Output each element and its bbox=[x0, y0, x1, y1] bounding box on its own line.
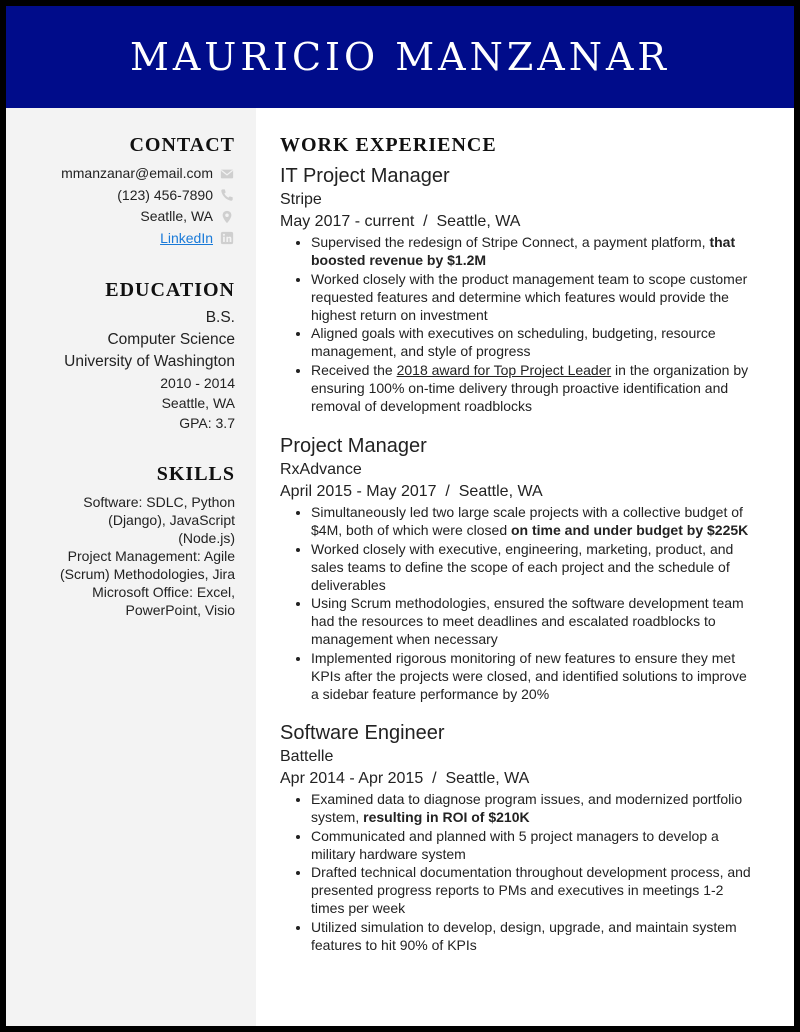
job-bullet: • Aligned goals with executives on scheduling, budgeting, resource management, and style of progress bbox=[311, 324, 754, 360]
job-bullet: • Simultaneously led two large scale projects with a collective budget of $4M, both of which were closed on time and under budget by $225K bbox=[311, 503, 754, 539]
contact-heading: CONTACT bbox=[129, 134, 235, 156]
job-dates-location: May 2017 - current / Seattle, WA bbox=[280, 213, 521, 230]
envelope-icon bbox=[219, 166, 235, 182]
job-title: IT Project Manager bbox=[280, 165, 450, 187]
sidebar bbox=[6, 108, 256, 1026]
main-content bbox=[280, 108, 794, 1026]
job-title: Software Engineer bbox=[280, 722, 445, 744]
phone-icon bbox=[219, 187, 235, 203]
education-heading: EDUCATION bbox=[105, 279, 235, 301]
skill-item: Project Management: Agile (Scrum) Methodologies, Jira bbox=[59, 548, 235, 582]
map-pin-icon bbox=[219, 209, 235, 225]
job-bullet: • Worked closely with the product management team to scope customer requested features and determine which features would provide the highest return on investment bbox=[311, 270, 754, 324]
header-banner bbox=[6, 6, 794, 108]
education-degree: B.S. bbox=[205, 309, 235, 326]
education-gpa: GPA: 3.7 bbox=[179, 415, 235, 431]
job-company: Battelle bbox=[280, 748, 334, 765]
job-bullets bbox=[280, 233, 754, 415]
contact-location bbox=[6, 206, 235, 228]
candidate-name: MAURICIO MANZANAR bbox=[129, 35, 671, 79]
linkedin-link[interactable]: LinkedIn bbox=[160, 229, 213, 246]
contact-linkedin[interactable] bbox=[6, 228, 235, 250]
job-bullet: • Worked closely with executive, engineering, marketing, product, and sales teams to define the scope of each project and the schedule of deliverables bbox=[311, 540, 754, 594]
phone-text: (123) 456-7890 bbox=[117, 186, 213, 203]
education-years: 2010 - 2014 bbox=[160, 375, 235, 391]
job-entry bbox=[280, 720, 754, 954]
education-school: University of Washington bbox=[64, 353, 235, 370]
job-entry bbox=[280, 433, 754, 703]
skill-item: Software: SDLC, Python (Django), JavaScript (Node.js) bbox=[83, 494, 235, 546]
education-major: Computer Science bbox=[107, 331, 235, 348]
job-dates-location: April 2015 - May 2017 / Seattle, WA bbox=[280, 483, 543, 500]
job-bullet: • Supervised the redesign of Stripe Connect, a payment platform, that boosted revenue by $1.2M bbox=[311, 233, 754, 269]
job-bullet: • Implemented rigorous monitoring of new features to ensure they met KPIs after the projects were closed, and identified solutions to improve a sidebar feature performance by 20% bbox=[311, 649, 754, 703]
job-bullet: • Using Scrum methodologies, ensured the software development team had the resources to meet deadlines and escalated roadblocks to management when necessary bbox=[311, 594, 754, 648]
job-company: RxAdvance bbox=[280, 461, 362, 478]
contact-phone bbox=[6, 185, 235, 207]
job-bullet: • Received the 2018 award for Top Project Leader in the organization by ensuring 100% on-time delivery through proactive identification and removal of development roadblocks bbox=[311, 361, 754, 415]
job-bullets bbox=[280, 790, 754, 954]
skill-item: Microsoft Office: Excel, PowerPoint, Visio bbox=[92, 584, 235, 618]
skills-heading: SKILLS bbox=[156, 463, 235, 485]
job-dates-location: Apr 2014 - Apr 2015 / Seattle, WA bbox=[280, 770, 530, 787]
job-bullets bbox=[280, 503, 754, 703]
job-bullet: • Examined data to diagnose program issues, and modernized portfolio system, resulting in ROI of $210K bbox=[311, 790, 754, 826]
job-title: Project Manager bbox=[280, 435, 427, 457]
award-link[interactable]: 2018 award for Top Project Leader bbox=[396, 361, 612, 378]
work-experience-heading: WORK EXPERIENCE bbox=[280, 134, 497, 156]
job-company: Stripe bbox=[280, 191, 322, 208]
job-bullet: • Drafted technical documentation throughout development process, and presented progress reports to PMs and executives in meetings 1-2 times per week bbox=[311, 863, 754, 917]
linkedin-icon bbox=[219, 230, 235, 246]
job-bullet: • Communicated and planned with 5 project managers to develop a military hardware system bbox=[311, 827, 754, 863]
job-entry bbox=[280, 163, 754, 415]
contact-email bbox=[6, 163, 235, 185]
education-location: Seattle, WA bbox=[161, 395, 235, 411]
location-text: Seatlle, WA bbox=[140, 208, 213, 224]
job-bullet: • Utilized simulation to develop, design, upgrade, and maintain system features to hit 90% of KPIs bbox=[311, 918, 754, 954]
email-text: mmanzanar@email.com bbox=[61, 165, 213, 181]
